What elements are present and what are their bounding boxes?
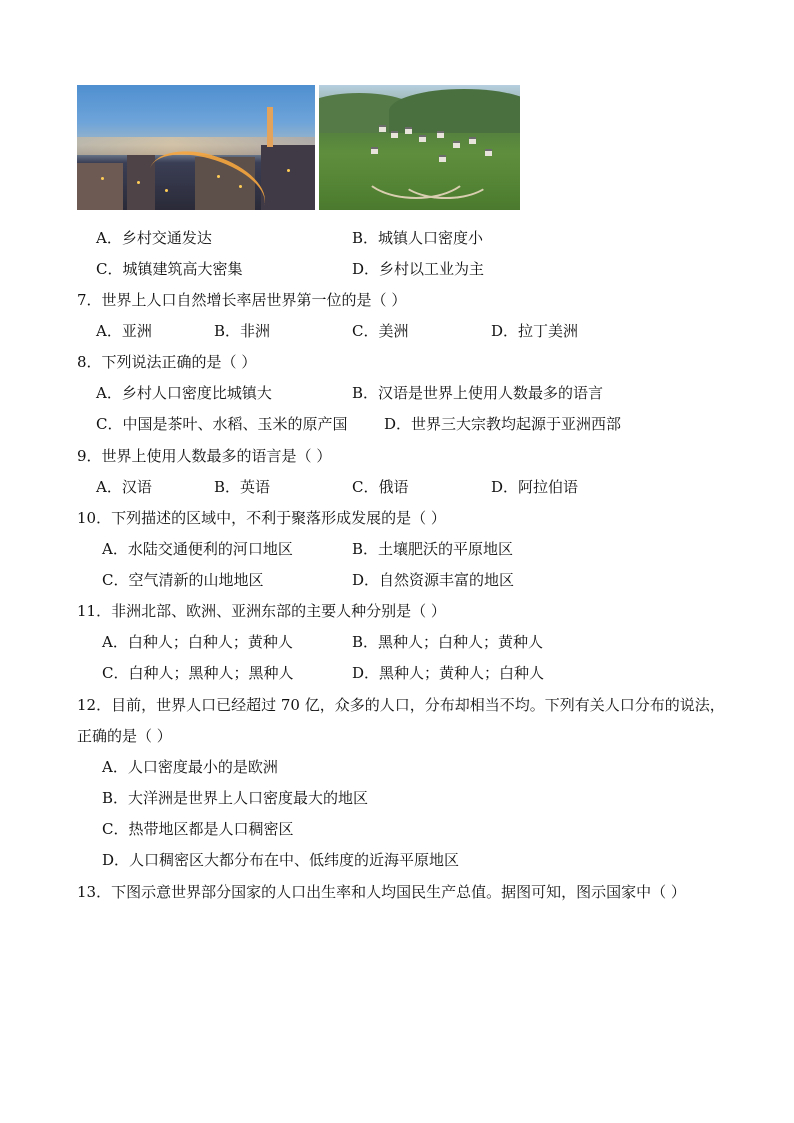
house — [453, 141, 460, 148]
q10-option-b: B．土壤肥沃的平原地区 — [352, 540, 514, 558]
q12-stem-line2: 正确的是（ ） — [77, 727, 172, 745]
street-light — [165, 189, 168, 192]
q12-stem-line1: 12．目前，世界人口已经超过 70 亿，众多的人口，分布却相当不均。下列有关人口分布的说法， — [77, 696, 725, 714]
q9-option-d: D．阿拉伯语 — [491, 478, 579, 496]
q7-option-d: D．拉丁美洲 — [491, 322, 579, 340]
q7-option-b: B．非洲 — [214, 322, 271, 340]
building — [77, 163, 123, 210]
q9-option-c: C．俄语 — [352, 478, 409, 496]
city-night-photo — [77, 85, 315, 210]
q6-option-b: B．城镇人口密度小 — [352, 229, 484, 247]
q6-option-a: A．乡村交通发达 — [96, 229, 212, 247]
q6-option-d: D．乡村以工业为主 — [352, 260, 485, 278]
house — [419, 135, 426, 142]
q8-option-d: D．世界三大宗教均起源于亚洲西部 — [384, 415, 622, 433]
building — [261, 145, 315, 210]
q7-option-c: C．美洲 — [352, 322, 409, 340]
q6-option-c: C．城镇建筑高大密集 — [96, 260, 243, 278]
street-light — [217, 175, 220, 178]
street-light — [101, 177, 104, 180]
house — [371, 147, 378, 154]
q12-option-c: C．热带地区都是人口稠密区 — [102, 820, 294, 838]
house — [379, 125, 386, 132]
q7-stem: 7．世界上人口自然增长率居世界第一位的是（ ） — [77, 291, 407, 309]
q12-option-b: B．大洋洲是世界上人口密度最大的地区 — [102, 789, 369, 807]
q9-stem: 9．世界上使用人数最多的语言是（ ） — [77, 447, 332, 465]
q11-option-d: D．黑种人；黄种人；白种人 — [352, 664, 545, 682]
q8-option-a: A．乡村人口密度比城镇大 — [96, 384, 272, 402]
winding-path — [399, 155, 493, 199]
q8-option-c: C．中国是茶叶、水稻、玉米的原产国 — [96, 415, 348, 433]
q10-option-d: D．自然资源丰富的地区 — [352, 571, 515, 589]
q7-option-a: A．亚洲 — [96, 322, 152, 340]
village-aerial-photo — [319, 85, 520, 210]
house — [439, 155, 446, 162]
q11-option-a: A．白种人；白种人；黄种人 — [102, 633, 293, 651]
house — [405, 127, 412, 134]
q9-option-b: B．英语 — [214, 478, 271, 496]
q11-option-b: B．黑种人；白种人；黄种人 — [352, 633, 544, 651]
house — [437, 131, 444, 138]
house — [485, 149, 492, 156]
tower — [267, 107, 273, 147]
q12-option-a: A．人口密度最小的是欧洲 — [102, 758, 278, 776]
street-light — [287, 169, 290, 172]
street-light — [137, 181, 140, 184]
q11-option-c: C．白种人；黑种人；黑种人 — [102, 664, 294, 682]
q10-option-a: A．水陆交通便利的河口地区 — [102, 540, 293, 558]
house — [391, 131, 398, 138]
q10-stem: 10．下列描述的区域中，不利于聚落形成发展的是（ ） — [77, 509, 446, 527]
q10-option-c: C．空气清新的山地地区 — [102, 571, 264, 589]
q8-option-b: B．汉语是世界上使用人数最多的语言 — [352, 384, 604, 402]
q11-stem: 11．非洲北部、欧洲、亚洲东部的主要人种分别是（ ） — [77, 602, 446, 620]
q12-option-d: D．人口稠密区大都分布在中、低纬度的近海平原地区 — [102, 851, 460, 869]
q8-stem: 8．下列说法正确的是（ ） — [77, 353, 257, 371]
q9-option-a: A．汉语 — [96, 478, 152, 496]
q13-stem: 13．下图示意世界部分国家的人口出生率和人均国民生产总值。据图可知，图示国家中（ ） — [77, 883, 686, 901]
house — [469, 137, 476, 144]
street-light — [239, 185, 242, 188]
